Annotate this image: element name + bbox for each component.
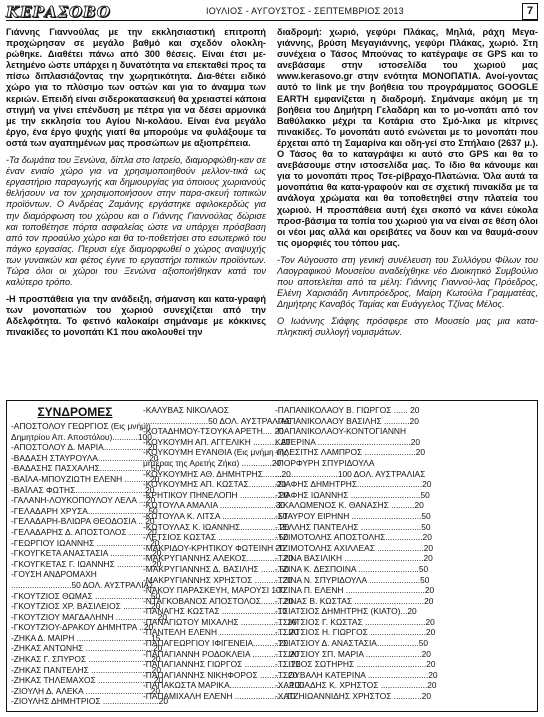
subscription-entry: -ΜΑΚΡΥΓΙΑΝΝΗΣ Δ. ΒΑΣΙΛΗΣ ........50	[143, 563, 289, 574]
subscription-entry: -ΠΟΡΦΥΡΗ ΣΠΥΡΙΔΟΥΛΑ	[275, 457, 375, 468]
subscription-entry: -ΠΑΝΑΓΗΣ ΚΩΣΤΑΣ ........................10	[143, 606, 287, 617]
subscription-entry: ΚΑΤΕΡΙΝΑ ........................................20	[275, 436, 421, 447]
subscription-entry: -ΣΙΑΦΗΣ ΙΩΑΝΝΗΣ ..............................50	[275, 489, 430, 500]
subscription-entry: -ΚΟΥΚΟΥΜΗ ΑΠ. ΑΓΓΕΛΙΚΗ ............20	[143, 436, 291, 447]
subscription-entry: -ΑΠΟΣΤΟΛΟΥ ΓΕΩΡΓΙΟΣ (Εις μνήμη	[11, 421, 151, 431]
trails-continued-paragraph: διαδρομή: χωριό, γεφύρι Πλάκας, Μηλιά, ράχη Μεγα-γιάννης, βρύση Μεγαγιάννης, γεφύρι Πλάκας, χωριό. Στη συνέχεια ο Τάσος Μπούνας το κατέγραψε σε GPS και το ανεβάσαμε στην ιστοσελίδα του χωριού μας www.kerasovo.gr στην ενότητα ΜΟΝΟΠΑΤΙΑ. Ανοί-γοντας αυτό το link με την βοήθεια του προγράμματος GOOGLE EARTH εμφανίζεται η διαδρομή. Σημάναμε ακόμη με τη βοήθεια του Δημήτρη Γελαδάρη και το μο-νοπάτι από τον Βαθύλακκο μέχρι τα Κοτάρια στο Σμό-λικα με κίτρινες πινακίδες. Το μονοπάτι αυτό ενώνεται με το μονοπάτι που έρχεται από τη Σαμαρίνα και οδη-γεί στο Σπήλαιο (2637 μ.). Ο Τάσος θα το καταγράψει κι αυτό στο GPS και θα το ανεβάσουμε στην ιστοσελίδα μας. Το ίδιο θα κάνουμε και για το μονοπάτι προς Τσε-ρίβραχο-Πλατώνια. Όλα αυτά τα μονοπάτια θα κατα-γραφούν και σε σχετική πινακίδα με τα ανάλογα χρώματα και θα τοποθετηθεί στην πλατεία του χωριού. Η προσπάθεια αυτή έχει σκοπό να κάνει εύκολα προσ-βάσιμα τα τοπία του χωριού για να είναι σε θέση όλοι οι νέοι μας αλλά και ορειβάτες να δουν και να θαυμά-σουν τις ομορφιές του τόπου μας.	[277, 27, 538, 248]
subscription-entry: -ΤΖΙΝΑΣ Β. ΚΩΣΤΑΣ ..............................20	[275, 595, 434, 606]
subscription-entry: -ΧΑΡΙΣΙΑΔΗΣ Κ. ΧΡΗΣΤΟΣ ....................20	[275, 680, 437, 691]
subscription-entry: -ΚΩΤΟΥΛΑ Κ. ΛΙΤΣΑ ........................50	[143, 510, 288, 521]
subscription-entry: -ΚΡΗΤΙΚΟΥ ΠΗΝΕΛΟΠΗ .................20	[143, 489, 289, 500]
subscription-entry: -ΠΑΝΑΓΙΩΤΟΥ ΜΙΧΑΛΗΣ ....................20	[143, 616, 297, 627]
subscription-entry: -ΓΚΟΥΓΚΕΤΑΣ Γ. ΙΩΑΝΝΗΣ ...............20	[11, 558, 162, 569]
subscription-entry: -ΚΟΥΚΟΥΜΗΣ ΑΠ. ΚΩΣΤΑΣ............20	[143, 479, 286, 490]
subscription-entry: -ΚΩΤΟΥΛΑ ΑΜΑΛΙΑ ........................30	[143, 500, 286, 511]
subscription-entry: -ΠΑΠΑΚΩΣΤΑ ΜΑΡΙΚΑ..........................100	[143, 680, 305, 691]
subscription-entry: -ΓΚΟΥΤΖΙΟΣ ΘΩΜΑΣ ........................50	[11, 590, 161, 601]
subscription-entry: -ΠΑΠΑΝΙΚΟΛΑΟΥ ΒΑΣΙΛΗΣ ...........20	[275, 415, 419, 426]
subscription-entry: -ΝΤΑΓΚΟΒΑΝΟΣ ΑΠΟΣΤΟΛΟΣ..........20	[143, 595, 294, 606]
subscription-entry: -ΖΗΚΑ Δ. ΜΑΙΡΗ ................................15	[11, 632, 161, 643]
subscription-entry: -ΖΗΚΑΣ ΠΑΝΤΕΛΗΣ ..........................20	[11, 664, 161, 675]
subscription-entry: -ΚΑΛΥΒΑΣ ΝΙΚΟΛΑΟΣ	[143, 405, 229, 415]
subscription-entry: -ΣΚΑΛΩΜΕΝΟΣ Κ. ΘΑΝΑΣΗΣ ..........20	[275, 500, 424, 511]
subscription-entry: -ΖΗΚΑΣ ΤΗΛΕΜΑΧΟΣ ........................20	[11, 675, 164, 686]
subscription-entry: -ΠΑΝΤΕΛΗ ΕΛΕΝΗ ..............................20	[143, 627, 299, 638]
subscription-entry: Δημητρίου Απ. Αποστόλου)...........100	[11, 431, 152, 442]
subscription-entry: -ΤΣΙΑΤΣΙΟΣ Γ. ΚΩΣΤΑΣ ..........................20	[275, 616, 435, 627]
subscription-entry: -ΓΕΛΑΔΑΡΗΣ Δ. ΑΠΟΣΤΟΛΟΣ ........20	[11, 526, 157, 537]
issue-date: ΙΟΥΛΙΟΣ - ΑΥΓΟΥΣΤΟΣ - ΣΕΠΤΕΜΒΡΙΟΣ 2013	[206, 6, 404, 16]
subscription-entry: -ΤΣΙΑΤΣΙΟΣ Η. ΓΙΩΡΓΟΣ ........................20	[275, 627, 436, 638]
subscription-entry: -ΖΗΚΑΣ ΑΝΤΩΝΗΣ .............................20	[11, 643, 163, 654]
subscription-entry: -ΤΣΙΤΣΟΣ ΣΩΤΗΡΗΣ ..............................20	[275, 659, 436, 670]
subscription-entry: -ΧΑΤΖΗΙΩΑΝΝΙΔΗΣ ΧΡΗΣΤΟΣ ............20	[275, 691, 431, 702]
subscription-entry: -ΤΕΛΛΗΣ ΠΑΝΤΕΛΗΣ ..........................50	[275, 521, 431, 532]
subscription-entry: ..........................50 ΔΟΛ. ΑΥΣΤΡΑΛΙΑΣ	[11, 579, 155, 590]
page-header	[6, 3, 538, 21]
subscription-entry: ...........................100 ΔΟΛ. ΑΥΣΤΡΑΛΙΑΣ	[275, 468, 426, 479]
subscription-entry: -ΠΑΠΑΜΙΧΑΛΗ ΕΛΕΝΗ ......................10	[143, 691, 296, 702]
coin-collection-paragraph: Ο Ιωάννης Σιάφης πρόσφερε στο Μουσείο μας μια κατα-πληκτική συλλογή νομισμάτων.	[277, 316, 538, 338]
subscription-entry: -ΓΕΛΑΔΑΡΗ-ΒΛΙΩΡΑ ΘΕΟΔΟΣΙΑ .. 20	[11, 516, 155, 527]
subscription-entry: -ΣΤΑΥΡΟΥ ΕΙΡΗΝΗ ..............................50	[275, 510, 431, 521]
subscription-entry: -ΤΖΙΜΟΤΟΛΗΣ ΑΧΙΛΛΕΑΣ ....................20	[275, 542, 434, 553]
subscription-entry: -ΠΛΕΣΙΤΗΣ ΛΑΜΠΡΟΣ ......................20	[275, 447, 426, 458]
subscription-entry: -ΒΑΪΛΑΣ ΦΩΤΗΣ..............................20	[11, 484, 155, 495]
subscription-entry: -ΤΖΙΜΟΤΟΛΗΣ ΑΠΟΣΤΟΛΗΣ................20	[275, 532, 432, 543]
subscription-entry: -ΒΑΔΑΣΗΣ ΠΑΣΧΑΛΗΣ......................50	[11, 463, 161, 474]
left-column	[6, 27, 266, 345]
subscription-entry: -ΠΑΠΑΓΙΑΝΝΗ ΡΟΔΟΚΛΕΙΑ ................20	[143, 648, 299, 659]
subscription-entry: -ΠΑΠΑΝΙΚΟΛΑΟΥ Β. ΓΙΩΡΓΟΣ ...... 20	[275, 405, 420, 415]
page-number: 7	[522, 3, 538, 20]
subscriptions-box	[6, 400, 538, 712]
subscription-entry: -ΤΖΙΝΑ ΒΑΣΙΛΙΚΗ ..................................20	[275, 553, 433, 564]
subscription-entry: -ΓΚΟΥΤΖΙΟΣ ΧΡ. ΒΑΣΙΛΕΙΟΣ ............20	[11, 601, 161, 612]
museum-board-paragraph: -Τον Αύγουστο στη γενική συνέλευση του Συλλόγου Φίλων του Λαογραφικού Μουσείου αναδείχθηκε νέο Διοικητικό Συμβούλιο που αποτελείται από τα μέλη: Γιάννης Γιαννού-λας Πρόεδρος, Ελένη Χαρισιάδη Αντιπρόεδρος, Μαίρη Κωτούλα Γραμματέας, Δημήτρης Καναβός Ταμίας και Ευάγγελος Τζίνας Μέλος.	[277, 254, 538, 310]
subscription-entry: -ΚΩΤΟΥΛΑΣ Κ. ΙΩΑΝΝΗΣ.................20	[143, 521, 290, 532]
subscription-entry: -ΖΙΟΥΛΗ Δ. ΑΛΕΚΑ ............................20	[11, 685, 160, 696]
subscription-entry: -ΓΚΟΥΓΚΕΤΑ ΑΝΑΣΤΑΣΙΑ ..................20	[11, 548, 162, 559]
subscription-entry: -ΠΑΠΑΓΙΑΝΝΗΣ ΓΙΩΡΓΟΣ ....................20	[143, 659, 301, 670]
right-column	[277, 27, 538, 345]
subscription-entry: -ΓΕΛΑΔΑΡΗ ΧΡΥΣΑ..........................50	[11, 505, 158, 516]
subscription-entry: -ΓΚΟΥΤΖΙΟΥ-ΔΡΑΚΟΥ ΔΗΜΗΤΡΑ ..20	[11, 622, 154, 633]
subscription-entry: -ΤΣΙΑΤΣΙΟΣ ΔΗΜΗΤΡΗΣ (ΚΙΑΤΟ)...20	[275, 606, 417, 617]
subscription-entry: -ΜΑΚΡΥΓΙΑΝΝΗΣ ΧΡΗΣΤΟΣ ............20	[143, 574, 292, 585]
subscription-entry: -ΓΕΩΡΓΙΟΥ ΙΩΑΝΝΗΣ .......................20	[11, 537, 160, 548]
subscription-entry: -ΜΑΚΡΥΓΙΑΝΝΗΣ ΑΛΕΚΟΣ................20	[143, 553, 294, 564]
subscriptions-column-3	[275, 405, 438, 702]
subscription-entry: -ΤΖΙΝΑ Κ. ΔΕΣΠΟΙΝΑ ..........................50	[275, 563, 429, 574]
subscription-entry: -ΖΙΟΥΛΗΣ ΔΗΜΗΤΡΙΟΣ ........................20	[11, 696, 168, 707]
subscription-entry: -ΚΟΥΚΟΥΜΗΣ ΑΘ. ΔΗΜΗΤΡΗΣ........20	[143, 468, 291, 479]
subscription-entry: -ΤΣΙΑΤΣΙΟΥ ΣΠ. ΜΑΡΙΑ ........................20	[275, 648, 431, 659]
subscription-entry: -ΓΟΥΣΗ ΑΝΔΡΟΜΑΧΗ	[11, 569, 97, 580]
subscription-entry: -ΣΙΑΦΗΣ ΔΗΜΗΤΡΗΣ............................20	[275, 479, 432, 490]
subscription-entry: -ΤΖΙΝΑ Ν. ΣΠΥΡΙΔΟΥΛΑ ......................50	[275, 574, 430, 585]
subscription-entry: -ΛΕΤΣΙΟΣ ΚΩΣΤΑΣ ..........................50	[143, 532, 289, 543]
subscription-entry: -ΠΑΠΑΓΙΑΝΝΗΣ ΝΙΚΗΦΟΡΟΣ ............20	[143, 669, 298, 680]
subscription-entry: -ΝΑΚΟΥ ΠΑΡΑΣΚΕΥΗ, ΜΑΡΟΥΣΙ 100	[143, 585, 286, 596]
guesthouse-paragraph: -Τα δωμάτια του Ξενώνα, δίπλα στο Ιατρείο, διαμορφώθη-καν σε έναν ενιαίο χώρο για να χρησιμοποιηθούν μελλον-τικά ως εργαστήριο παραγωγής και δημιουργίας για όποιους χωριανούς θελήσουν να τον χρησιμοποιήσουν στην παρα-σκευή τοπικών προϊόντων. Ο Ανδρέας Ζαμάνης εργάστηκε αφιλοκερδώς για την διαμόρφωση του χώρου και ο Γιάννης Γιαννούλας δώρισε και τοποθέτησε πόρτα ασφαλείας ώστε να υπάρχει πρόσβαση από τον προαύλιο χώρο και θα το-ποθετήσει στο εσωτερικό του πάγκο εργασίας. Περυσι είχε διαμορφωθεί ο χώρος αναψυχής των γυναικών και φέτος έγινε το εργαστήρι τοπικών προϊόντων. Τώρα όλοι οι χώροι του Ξενώνα αξιοποιήθηκαν κατά τον καλύτερο τρόπο.	[6, 155, 266, 288]
trails-paragraph: -Η προσπάθεια για την ανάδειξη, σήμανση και κατα-γραφή των μονοπατιών του χωριού συνεχίζεται από την Αδελφότητα. Το φετινό καλοκαίρι σημάναμε με κόκκινες πινακίδες το μονοπάτι Κ1 που ακολουθεί την	[6, 294, 266, 338]
subscriptions-column-2	[143, 405, 305, 702]
subscription-entry: -ΜΑΚΡΙΔΟΥ-ΚΡΗΤΙΚΟΥ ΦΩΤΕΙΝΗ 20	[143, 542, 285, 553]
subscriptions-column-1	[11, 405, 168, 707]
subscription-entry: -ΤΣΙΑΤΣΙΟΥ Δ. ΑΝΑΣΤΑΣΙΑ..................50	[275, 638, 429, 649]
subscription-entry: μητέρας της Αρετής Ζήκα) .............20	[143, 457, 282, 468]
subscription-entry: -ΒΑΪΛΑ-ΜΠΟΥΖΙΩΤΗ ΕΛΕΝΗ ...........20	[11, 473, 160, 484]
subscription-entry: -ΚΟΤΑΔΗΜΟΥ-ΤΣΟΥΚΑ ΑΡΕΤΗ.... 20	[143, 426, 284, 437]
subscription-entry: ............................50 ΔΟΛ. ΑΥΣΤΡΑΛΙΑΣ	[143, 415, 291, 426]
subscription-entry: -ΑΠΟΣΤΟΛΟΥ Δ. ΜΑΡΙΑ...................20	[11, 442, 158, 453]
subscription-entry: -ΤΣΟΥΒΑΛΗ ΚΑΤΕΡΙΝΑ ..........................20	[275, 669, 438, 680]
subscription-entry: -ΠΑΠΑΝΙΚΟΛΑΟΥ-ΚΟΝΤΟΓΙΑΝΝΗ	[275, 426, 407, 437]
subscription-entry: -ΓΑΛΑΝΗ-ΛΟΥΚΟΠΟΥΛΟΥ ΛΕΛΑ ...20	[11, 495, 156, 506]
masthead-logo: ΚΕΡΑΣΟΒΟ	[6, 3, 111, 21]
ossuary-paragraph: Γιάννης Γιαννούλας με την εκκλησιαστική επιτροπή προχώρησαν σε μεγάλο βαθμό και σχεδόν ολοκλη-ρώθηκε. Διαθέτει πάνω από 300 θέσεις. Είναι έτσι με-λετημένο ώστε υπάρχει η δυνατότητα να επεκταθεί προς τα πίσω διπλασιάζοντας την χωρητικότητα. Δια-θέτει ειδικό χώρο για το πλύσιμο των οστών και για το άναμμα των κεριών. Επειδή είναι σιδεροκατασκευή θα χρειαστεί κάποια στιγμή να γίνει επένδυση με πέτρα για να δέσει αρμονικά με την εκκλησία του Αγίου Νι-κολάου. Είναι ένα μεγάλο έργο, ένα έργο ψυχής γιατί θα μπορούμε να φυλάξουμε τα οστά των αγαπημένων μας προσώπων με αξιοπρέπεια.	[6, 27, 266, 148]
subscription-entry: -ΤΖΙΝΑ Π. ΕΛΕΝΗ ..................................20	[275, 585, 435, 596]
subscriptions-title: ΣΥΝΔΡΟΜΕΣ	[37, 405, 113, 419]
subscription-entry: -ΠΑΠΑΓΕΩΡΓΙΟΥ ΙΦΙΓΕΝΕΙΑ...........20	[143, 638, 289, 649]
subscription-entry: -ΖΗΚΑΣ Γ. ΣΠΥΡΟΣ ...........................20	[11, 654, 161, 665]
subscription-entry: -ΒΑΔΑΣΗ ΣΤΑΥΡΟΥΛΑ......................20	[11, 452, 159, 463]
subscription-entry: -ΓΚΟΥΤΖΙΟΥ ΜΑΓΔΑΛΗΝΗ ..................20	[11, 611, 167, 622]
subscription-entry: -ΚΟΥΚΟΥΜΗ ΕΥΑΝΘΙΑ (Εις μνήμη της	[143, 447, 289, 458]
